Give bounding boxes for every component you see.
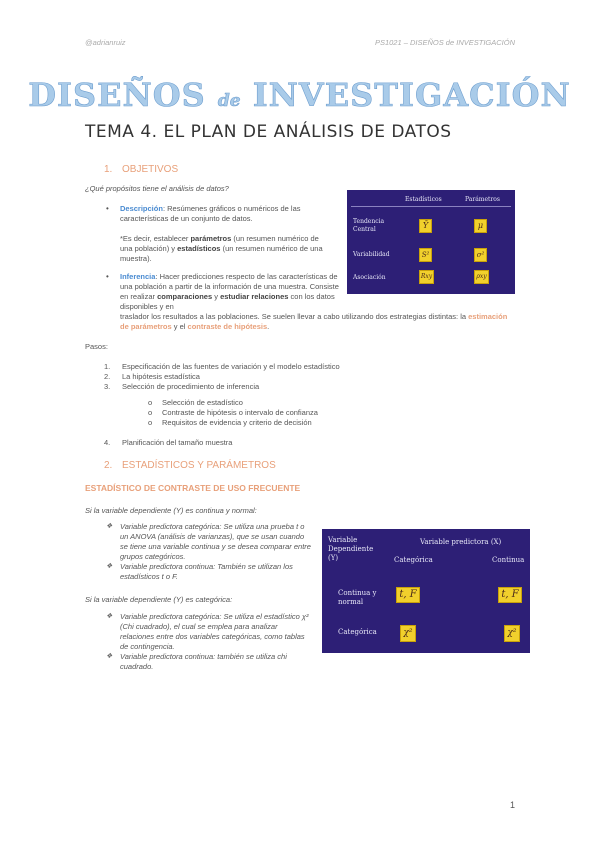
description-note	[120, 234, 332, 264]
subpaso-item	[148, 398, 318, 408]
inference-bullet	[106, 272, 340, 312]
question-text: ¿Qué propósitos tiene el análisis de datos?	[85, 184, 229, 193]
table1-row-label: Asociación	[353, 274, 386, 281]
table2-cell: χ²	[504, 625, 520, 642]
table1-stat-cell: S²	[419, 248, 432, 262]
pasos-list	[104, 362, 340, 392]
circle-bullet-icon: o	[148, 418, 153, 427]
pasos-label: Pasos:	[85, 342, 108, 351]
bullet-dot-icon: •	[106, 204, 109, 213]
table1-col-stats: Estadísticos	[405, 196, 442, 203]
section-1-label: OBJETIVOS	[122, 164, 179, 175]
table2-cell: χ²	[400, 625, 416, 642]
inf-text-2: comparaciones	[157, 292, 213, 301]
inf-text-1: : Hacer predicciones respecto de las características de una población a partir de la información de una muestra. Consiste en realizar	[120, 272, 339, 301]
table2-cell: t, F	[498, 587, 522, 603]
continuous-list	[106, 522, 312, 582]
description-bullet	[106, 204, 325, 224]
header-author: @adrianruiz	[85, 38, 126, 47]
list-item	[106, 652, 310, 672]
table1-param-cell: σ²	[474, 248, 487, 262]
diamond-bullet-icon: ❖	[106, 613, 113, 620]
section-1-number: 1.	[104, 164, 113, 175]
desc-note-e: (un resumen numérico de una muestra).	[120, 244, 323, 263]
paso-number: 2.	[104, 372, 111, 381]
inf-text-10: .	[267, 322, 270, 331]
subpaso-item	[148, 408, 318, 418]
title-part-2: de	[217, 91, 241, 111]
statistics-parameters-table	[347, 190, 515, 294]
title-part-3: INVESTIGACIÓN	[240, 76, 571, 114]
subpaso-item	[148, 418, 318, 428]
paso-item	[104, 372, 340, 382]
circle-bullet-icon: o	[148, 408, 153, 417]
table2-col-categorical: Categórica	[394, 556, 433, 564]
inference-continuation	[120, 312, 516, 332]
table1-row-label: Tendencia Central	[353, 218, 385, 233]
table2-corner: Variable Dependiente (Y)	[328, 536, 374, 562]
header-course: PS1021 – DISEÑOS de INVESTIGACIÓN	[374, 38, 515, 47]
diamond-bullet-icon: ❖	[106, 563, 113, 570]
inf-text-7: estimación de parámetros	[120, 312, 508, 331]
desc-note-c: (un resumen numérico de una población) y	[120, 234, 319, 253]
desc-note-a: *Es decir, establecer	[120, 234, 191, 243]
section-2-label: ESTADÍSTICOS Y PARÁMETROS	[122, 460, 276, 471]
table2-col-continuous: Continua	[492, 556, 525, 564]
section-2-heading	[104, 460, 276, 471]
inf-text-3: y	[212, 292, 221, 301]
table1-stat-cell: Rxy	[419, 270, 434, 284]
table2-row-continuous: Continua y normal	[338, 589, 377, 606]
categorical-intro: Si la variable dependiente (Y) es categórica:	[85, 595, 233, 604]
inf-text-6: traslador los resultados a las poblaciones. Se suelen llevar a cabo utilizando dos estrategias distintas: la	[120, 312, 469, 321]
paso-number: 1.	[104, 362, 111, 371]
paso-item	[104, 382, 340, 392]
subheading: ESTADÍSTICO DE CONTRASTE DE USO FRECUENTE	[85, 483, 301, 493]
paso-number: 3.	[104, 382, 111, 391]
categorical-list	[106, 612, 310, 672]
list-item-text: Variable predictora categórica: Se utiliza una prueba t o un ANOVA (análisis de varianzas), que se usan cuando se tiene una variable continua y se desea comparar entre grupos categóricos.	[120, 522, 311, 561]
table2-top-header: Variable predictora (X)	[420, 538, 502, 546]
subpaso-text: Requisitos de evidencia y criterio de decisión	[162, 418, 312, 427]
diamond-bullet-icon: ❖	[106, 653, 113, 660]
section-2-number: 2.	[104, 460, 113, 471]
inf-text-8: y el	[171, 322, 188, 331]
table1-row-label: Variabilidad	[353, 251, 390, 258]
inf-label: Inferencia	[120, 272, 156, 281]
paso-text: Selección de procedimiento de inferencia	[122, 382, 260, 391]
list-item	[106, 612, 310, 652]
desc-text: : Resúmenes gráficos o numéricos de las características de un conjunto de datos.	[120, 204, 301, 223]
paso-text: La hipótesis estadística	[122, 372, 200, 381]
circle-bullet-icon: o	[148, 398, 153, 407]
document-title	[0, 76, 599, 114]
table1-stat-cell: Ȳ	[419, 219, 432, 233]
subpaso-text: Selección de estadístico	[162, 398, 243, 407]
contrast-statistic-table	[322, 529, 530, 653]
paso-text: Especificación de las fuentes de variación y el modelo estadístico	[122, 362, 340, 371]
paso-item	[104, 362, 340, 372]
diamond-bullet-icon: ❖	[106, 523, 113, 530]
inf-text-9: contraste de hipótesis	[187, 322, 268, 331]
table1-param-cell: μ	[474, 219, 487, 233]
list-item-text: Variable predictora continua: También se utilizan los estadísticos t o F.	[120, 562, 293, 581]
inf-text-4: estudiar relaciones	[220, 292, 289, 301]
table1-divider	[351, 206, 511, 207]
title-part-1: DISEÑOS	[28, 76, 218, 114]
table2-row-categorical: Categórica	[338, 628, 377, 636]
subpaso-text: Contraste de hipótesis o intervalo de confianza	[162, 408, 318, 417]
list-item-text: Variable predictora continua: también se utiliza chi cuadrado.	[120, 652, 287, 671]
table2-cell: t, F	[396, 587, 420, 603]
table1-param-cell: ρxy	[474, 270, 489, 284]
section-1-heading	[104, 164, 178, 175]
desc-label: Descripción	[120, 204, 163, 213]
page-number: 1	[509, 800, 515, 810]
paso-item-4	[104, 438, 232, 448]
section-heading: TEMA 4. EL PLAN DE ANÁLISIS DE DATOS	[85, 122, 452, 142]
desc-note-b: parámetros	[190, 234, 232, 243]
list-item	[106, 522, 312, 562]
table1-col-params: Parámetros	[465, 196, 501, 203]
subpasos-list	[148, 398, 318, 428]
list-item	[106, 562, 312, 582]
list-item-text: Variable predictora categórica: Se utiliza el estadístico χ² (Chi cuadrado), el cual se emplea para analizar relaciones entre dos variables categóricas, como tablas de contingencia.	[120, 612, 309, 651]
continuous-intro: Si la variable dependiente (Y) es continua y normal:	[85, 506, 257, 515]
paso-number: 4.	[104, 438, 111, 447]
paso-text: Planificación del tamaño muestra	[122, 438, 233, 447]
inf-text-5: con los datos disponibles y en	[120, 292, 335, 311]
desc-note-d: estadísticos	[177, 244, 221, 253]
bullet-dot-icon: •	[106, 272, 109, 281]
